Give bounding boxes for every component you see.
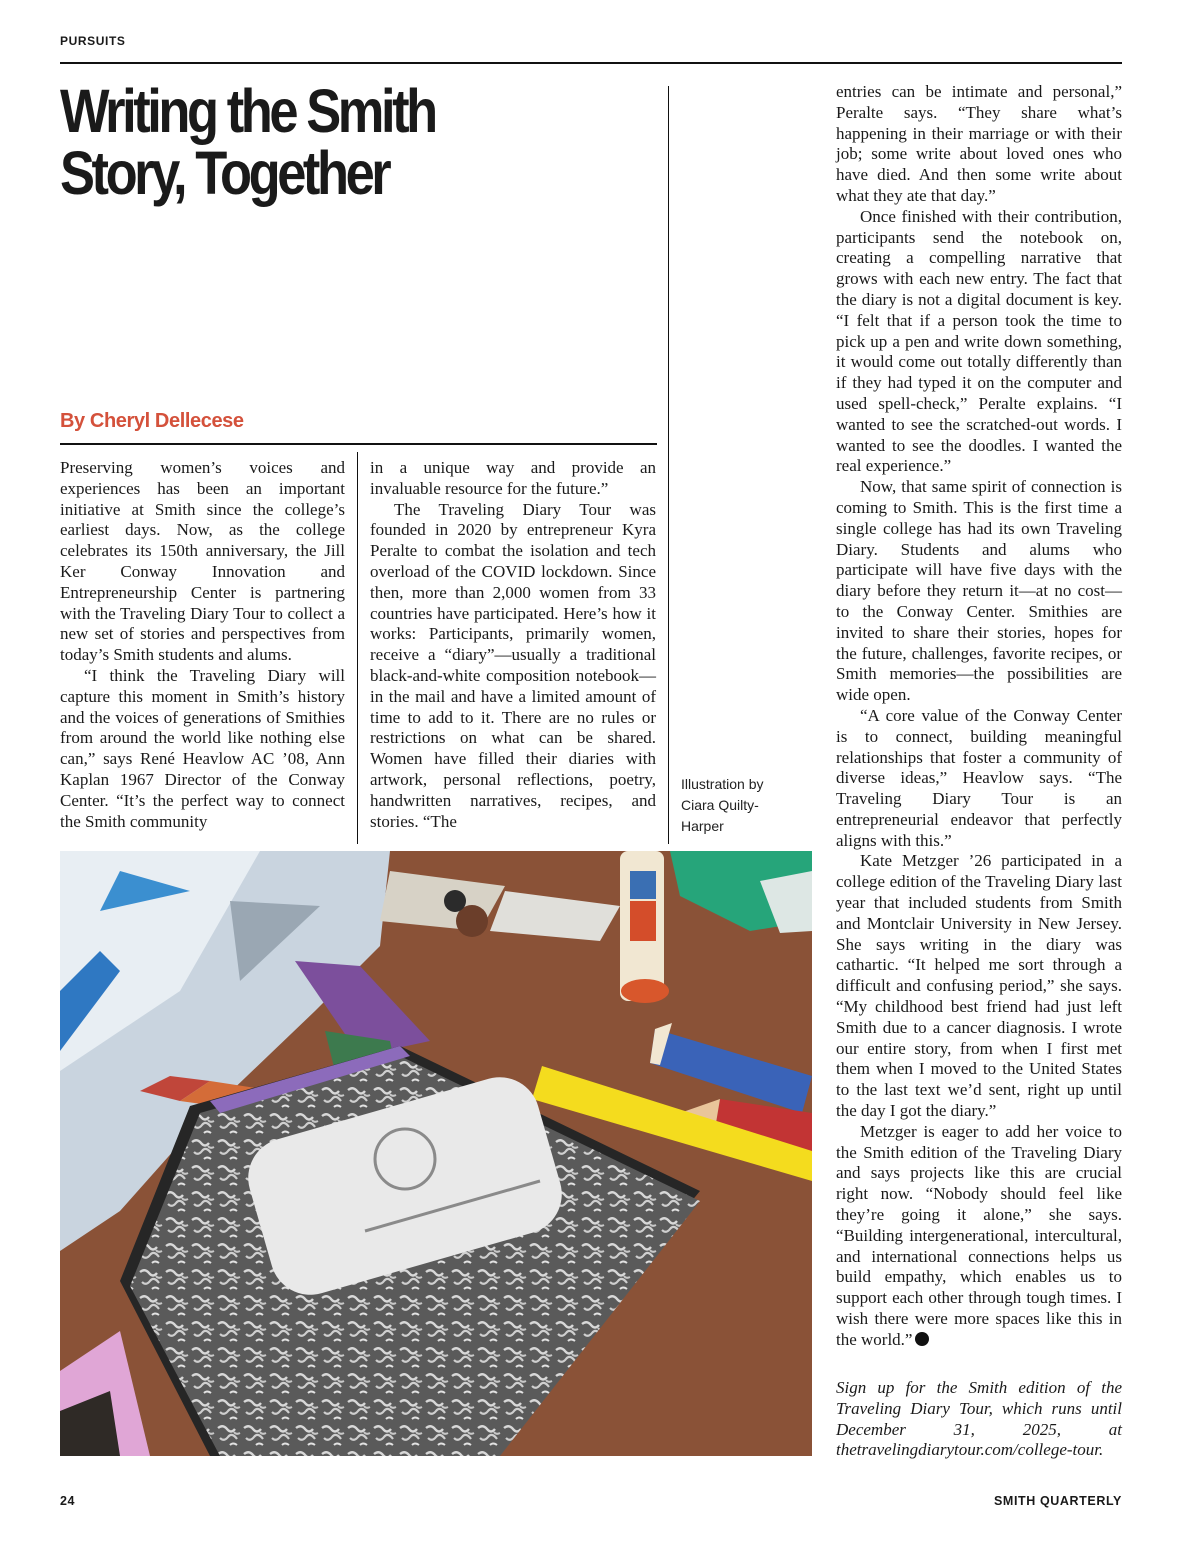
column-divider: [357, 452, 358, 844]
illustration-credit: Illustration by Ciara Quilty-Harper: [681, 776, 764, 834]
headline: Writing the Smith Story, Together: [60, 77, 435, 207]
body-column-3: [836, 82, 1122, 1351]
paragraph: Preserving women’s voices and experiences has been an important initiative at Smith since the college’s earliest days. Now, as the college celebrates its 150th anniversary, the Jill Ker Conway Innovation and Entrepreneurship Center is partnering with the Traveling Diary Tour to collect a new set of stories and perspectives from today’s Smith students and alums.: [60, 458, 345, 665]
paragraph: entries can be intimate and personal,” Peralte says. “They share what’s happening in their marriage or with their job; some write about loved ones who have died. And then some write about what they ate that day.”: [836, 82, 1122, 205]
signup-note: Sign up for the Smith edition of the Traveling Diary Tour, which runs until December 31, 2025, at thetravelingdiarytour.com/college-tour.: [836, 1378, 1122, 1460]
paragraph: Once finished with their contribution, participants send the notebook on, creating a compelling narrative that grows with each new entry. The fact that the diary is not a digital document is key. “I felt that if a person took the time to pick up a pen and write down something, it would come out totally differently than if they had typed it on the computer and used spell-check,” Peralte explains. “I wanted to see the scratched-out words. I wanted to see the doodles. I wanted the real experience.”: [836, 206, 1122, 476]
publication-name: SMITH QUARTERLY: [994, 1494, 1122, 1508]
paragraph-final: [836, 1122, 1122, 1351]
page-number: 24: [60, 1494, 76, 1508]
section-label: PURSUITS: [60, 34, 126, 48]
paragraph: Kate Metzger ’26 participated in a college edition of the Traveling Diary last year that included students from Smith and Montclair University in New Jersey. She says writing in the diary was cathartic. “It helped me sort through a difficult and confusing period,” she says. “My childhood best friend had just left Smith due to a cancer diagnosis. I wrote our entire story, from when I first met them when I moved to the United States to the last text we’d sent, right up until the day I got the diary.”: [836, 851, 1122, 1121]
end-mark-icon: [915, 1332, 929, 1346]
paragraph: “I think the Traveling Diary will capture this moment in Smith’s history and the voices of generations of Smithies from around the world like nothing else can,” says René Heavlow AC ’08, Ann Kaplan 1967 Director of the Conway Center. “It’s the perfect way to connect the Smith community: [60, 665, 345, 831]
paragraph: “A core value of the Conway Center is to connect, building meaningful relationships that foster a community of diverse ideas,” Heavlow says. “The Traveling Diary Tour is an entrepreneurial endeavor that perfectly aligns with this.”: [836, 705, 1122, 850]
paragraph-text: Metzger is eager to add her voice to the Smith edition of the Traveling Diary and says projects like this are crucial right now. “Nobody should feel like they’re going it alone,” she says. “Building intergenerational, intercultural, and international connections helps us build empathy, which enables us to support each other through tough times. I wish there were more spaces like this in the world.”: [836, 1121, 1122, 1349]
byline-rule: [60, 443, 657, 445]
body-column-1: [60, 458, 345, 832]
body-column-2: [370, 458, 656, 832]
paragraph: Now, that same spirit of connection is coming to Smith. This is the first time a single college has had its own Traveling Diary. Students and alums who participate will have five days with the diary before they return it—at no cost—to the Conway Center. Smithies are invited to share their stories, hopes for the future, challenges, favorite recipes, or Smith memories—the possibilities are wide open.: [836, 477, 1122, 705]
byline: By Cheryl Dellecese: [60, 410, 244, 432]
illustration: [60, 851, 812, 1456]
paragraph: The Traveling Diary Tour was founded in 2020 by entrepreneur Kyra Peralte to combat the isolation and tech overload of the COVID lockdown. Since then, more than 2,000 women from 33 countries have participated. Here’s how it works: Participants, primarily women, receive a “diary”—usually a traditional black-and-white composition notebook—in the mail and have a limited amount of time to add to it. There are no rules or restrictions on what can be shared. Women have filled their diaries with artwork, personal reflections, poetry, handwritten narratives, recipes, and stories. “The: [370, 499, 656, 831]
top-rule: [60, 62, 1122, 64]
column-divider: [668, 86, 669, 844]
paragraph: in a unique way and provide an invaluable resource for the future.”: [370, 458, 656, 498]
